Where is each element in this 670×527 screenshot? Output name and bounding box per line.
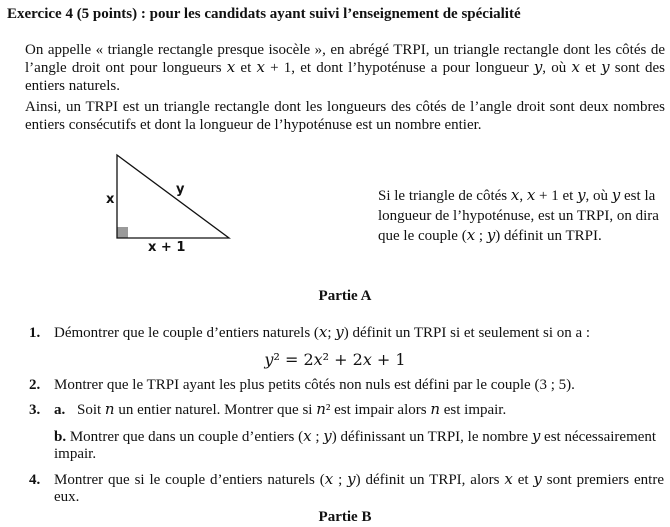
equation: 𝑦² = 2𝑥² + 2𝑥 + 1	[264, 350, 406, 369]
intro-paragraph: On appelle « triangle rectangle presque isocèle », en abrégé TRPI, un triangle rectangle dont les côtés de l’angle droit ont pour longueurs 𝑥 et 𝑥 + 1, et dont l’hypoténuse a pour longueur 𝑦, où 𝑥 et 𝑦 sont des entiers naturels.	[25, 42, 665, 94]
figure-caption: Si le triangle de côtés 𝑥, 𝑥 + 1 et 𝑦, où 𝑦 est la longueur de l’hypoténuse, est un TRPI, on dira que le couple (𝑥 ; 𝑦) définit un TRPI.	[378, 188, 659, 244]
triangle-figure	[95, 145, 235, 257]
subquestion-label: a.	[54, 402, 66, 418]
question-1	[0, 325, 670, 345]
question-3a	[0, 402, 670, 422]
question-number: 4.	[29, 472, 41, 488]
part-a-heading: Partie A	[318, 288, 372, 304]
right-triangle	[117, 155, 229, 238]
question-text: Montrer que le TRPI ayant les plus petits côtés non nuls est défini par le couple (3 ; 5).	[54, 377, 575, 393]
question-text: Démontrer que le couple d’entiers naturels (𝑥; 𝑦) définit un TRPI si et seulement si on a :	[54, 325, 591, 341]
question-text: Montrer que si le couple d’entiers naturels (𝑥 ; 𝑦) définit un TRPI, alors 𝑥 et 𝑦 sont premiers entre eux.	[54, 472, 664, 505]
part-b-heading: Partie B	[318, 509, 372, 525]
definition-paragraph: Ainsi, un TRPI est un triangle rectangle dont les longueurs des côtés de l’angle droit sont deux nombres entiers consécutifs et dont la longueur de l’hypoténuse est un nombre entier.	[25, 99, 665, 133]
question-number: 1.	[29, 325, 41, 341]
base-label: x + 1	[148, 240, 186, 255]
side-x-label: x	[106, 192, 115, 207]
question-text: Soit 𝑛 un entier naturel. Montrer que si 𝑛² est impair alors 𝑛 est impair.	[77, 402, 507, 418]
question-2	[0, 377, 670, 397]
exercise-title: Exercice 4 (5 points) : pour les candidats ayant suivi l’enseignement de spécialité	[7, 6, 521, 22]
right-angle-marker	[117, 227, 128, 238]
subquestion-label: b.	[54, 429, 67, 445]
question-text: Montrer que dans un couple d’entiers (𝑥 ; 𝑦) définissant un TRPI, le nombre 𝑦 est nécessairement impair.	[54, 429, 657, 462]
question-4	[0, 472, 670, 508]
question-3b	[54, 429, 666, 463]
question-number: 3.	[29, 402, 41, 418]
hypotenuse-y-label: y	[176, 182, 185, 197]
question-number: 2.	[29, 377, 41, 393]
